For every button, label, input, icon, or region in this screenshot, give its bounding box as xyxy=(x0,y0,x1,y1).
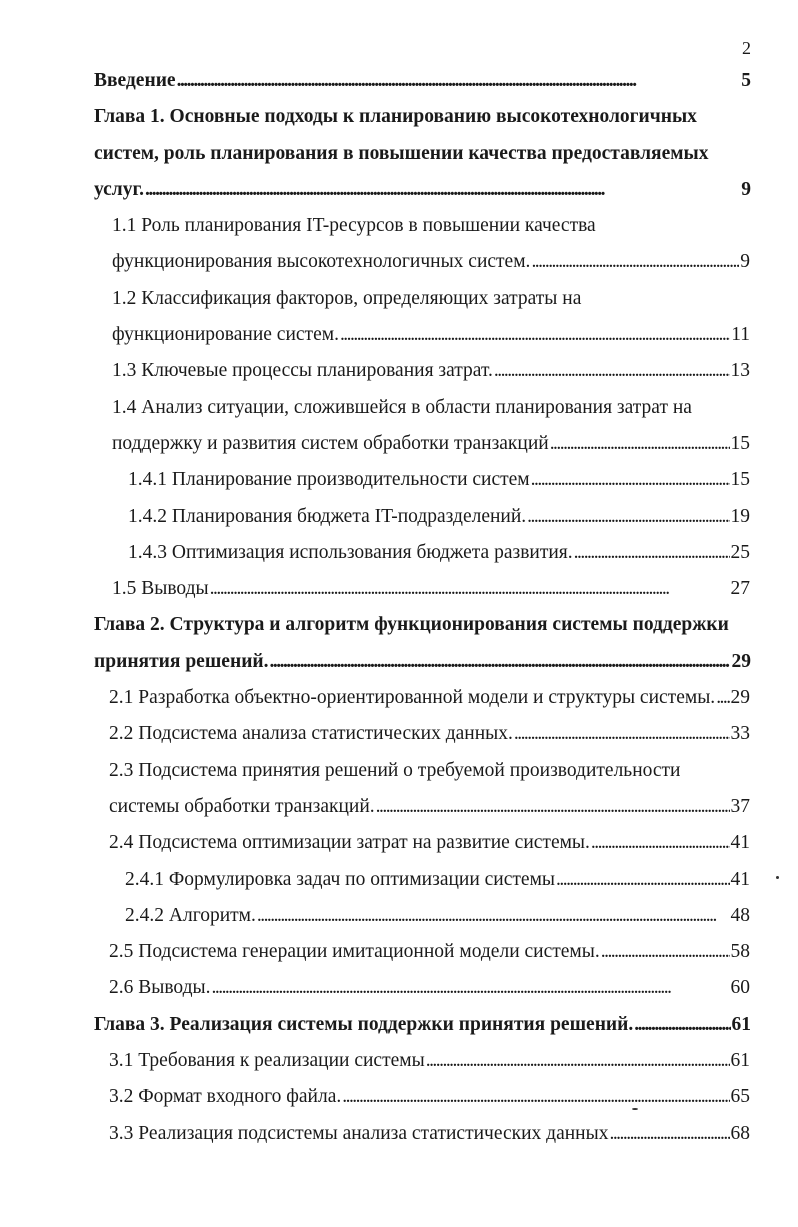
dot-leader xyxy=(531,462,730,498)
toc-entry-section-2-4[interactable] xyxy=(0,825,750,861)
toc-label: 2.2 Подсистема анализа статистических данных. xyxy=(109,723,513,745)
toc-label: системы обработки транзакций. xyxy=(109,795,375,817)
toc-label: услуг. xyxy=(94,178,145,200)
toc-label: Введение xyxy=(94,70,176,91)
toc-page: 33 xyxy=(730,723,750,745)
toc-label: 3.3 Реализация подсистемы анализа статистических данных xyxy=(109,1122,609,1144)
toc-page: 60 xyxy=(730,977,750,999)
dot-leader xyxy=(270,644,731,680)
toc-entry-section-2-6[interactable] xyxy=(0,970,750,1006)
scan-speck xyxy=(776,876,779,879)
toc-label: 2.4.1 Формулировка задач по оптимизации системы xyxy=(125,868,556,890)
toc-entry-section-2-2[interactable] xyxy=(0,716,750,752)
dot-leader xyxy=(634,1007,730,1043)
toc-page: 11 xyxy=(731,324,750,346)
toc-entry-section-3-1[interactable] xyxy=(0,1043,750,1079)
toc-page: 5 xyxy=(741,70,751,91)
toc-page: 15 xyxy=(730,469,750,491)
toc-page: 65 xyxy=(730,1086,750,1108)
toc-page: 13 xyxy=(730,360,750,382)
dot-leader xyxy=(376,789,730,825)
toc-label: 1.5 Выводы xyxy=(112,578,209,600)
toc-entry-section-3-2[interactable] xyxy=(0,1079,750,1115)
dot-leader xyxy=(514,716,730,752)
dot-leader xyxy=(177,63,741,99)
dot-leader xyxy=(494,353,730,389)
toc-label: Глава 3. Реализация системы поддержки принятия решений. xyxy=(94,1013,634,1035)
dot-leader xyxy=(212,970,730,1006)
toc-page: 61 xyxy=(731,1013,751,1035)
toc-entry-section-2-1[interactable] xyxy=(0,680,750,716)
dot-leader xyxy=(342,1079,729,1115)
toc-page: 9 xyxy=(740,251,750,273)
toc-entry-section-1-3[interactable] xyxy=(0,353,750,389)
toc-page: 58 xyxy=(730,941,750,963)
toc-label: 1.4.1 Планирование производительности систем xyxy=(128,469,530,491)
toc-label: 2.5 Подсистема генерации имитационной модели системы. xyxy=(109,941,600,963)
toc-label: 1.3 Ключевые процессы планирования затрат. xyxy=(112,360,493,382)
toc-page: 29 xyxy=(730,687,750,709)
toc-label: 3.1 Требования к реализации системы xyxy=(109,1050,425,1072)
dot-leader xyxy=(550,426,730,462)
toc-entry-section-2-4-2[interactable] xyxy=(0,898,750,934)
toc-page: 15 xyxy=(730,432,750,454)
dot-leader xyxy=(531,244,739,280)
table-of-contents xyxy=(0,63,798,1152)
toc-section-2-3-line-1[interactable]: 2.3 Подсистема принятия решений о требуемой производительности xyxy=(109,759,681,781)
toc-entry-section-2-4-1[interactable] xyxy=(0,862,750,898)
toc-entry-section-3-3[interactable] xyxy=(0,1116,750,1152)
dot-leader xyxy=(556,862,729,898)
toc-label: 2.1 Разработка объектно-ориентированной модели и структуры системы. xyxy=(109,687,716,709)
toc-page: 41 xyxy=(730,868,750,890)
dot-leader xyxy=(340,317,730,353)
toc-label: 3.2 Формат входного файла. xyxy=(109,1086,342,1108)
toc-label: функционирования высокотехнологичных систем. xyxy=(112,251,531,273)
dot-leader xyxy=(716,680,729,716)
toc-page: 37 xyxy=(730,795,750,817)
toc-section-1-4-line-1[interactable]: 1.4 Анализ ситуации, сложившейся в области планирования затрат на xyxy=(112,396,692,418)
toc-label: 1.4.2 Планирования бюджета IT-подразделений. xyxy=(128,505,527,527)
toc-page: 29 xyxy=(731,650,751,672)
toc-section-1-1-line-1[interactable]: 1.1 Роль планирования IT-ресурсов в повышении качества xyxy=(112,215,596,237)
toc-chapter-2-line-1[interactable]: Глава 2. Структура и алгоритм функционирования системы поддержки xyxy=(94,614,729,636)
toc-chapter-1-line-1[interactable]: Глава 1. Основные подходы к планированию высокотехнологичных xyxy=(94,106,697,128)
toc-page: 48 xyxy=(730,904,750,926)
toc-label: 2.4 Подсистема оптимизации затрат на развитие системы. xyxy=(109,832,590,854)
toc-page: 25 xyxy=(730,541,750,563)
toc-page: 61 xyxy=(730,1050,750,1072)
toc-entry-chapter-3[interactable] xyxy=(0,1007,751,1043)
toc-page: 68 xyxy=(730,1122,750,1144)
dot-leader xyxy=(574,535,730,571)
toc-entry-chapter-1[interactable] xyxy=(0,172,751,208)
toc-label: функционирование систем. xyxy=(112,324,339,346)
toc-entry-intro[interactable] xyxy=(0,63,751,99)
dot-leader xyxy=(210,571,730,607)
toc-label: поддержку и развития систем обработки транзакций xyxy=(112,432,549,454)
toc-label: 1.4.3 Оптимизация использования бюджета развития. xyxy=(128,541,573,563)
toc-page: 41 xyxy=(730,832,750,854)
scan-speck xyxy=(632,1108,638,1110)
toc-entry-section-2-5[interactable] xyxy=(0,934,750,970)
toc-label: принятия решений. xyxy=(94,650,269,672)
toc-entry-section-1-2[interactable] xyxy=(0,317,750,353)
toc-label: 2.4.2 Алгоритм. xyxy=(125,904,256,926)
dot-leader xyxy=(527,499,729,535)
toc-entry-section-1-4-3[interactable] xyxy=(0,535,750,571)
toc-entry-chapter-2[interactable] xyxy=(0,644,751,680)
page-number: 2 xyxy=(742,38,751,58)
toc-entry-section-1-4-2[interactable] xyxy=(0,499,750,535)
toc-page: 9 xyxy=(741,178,751,200)
toc-entry-section-1-1[interactable] xyxy=(0,244,750,280)
toc-entry-section-1-4-1[interactable] xyxy=(0,462,750,498)
dot-leader xyxy=(145,172,740,208)
dot-leader xyxy=(426,1043,730,1079)
dot-leader xyxy=(257,898,730,934)
toc-section-1-2-line-1[interactable]: 1.2 Классификация факторов, определяющих затраты на xyxy=(112,287,582,309)
toc-page: 27 xyxy=(730,578,750,600)
toc-entry-section-1-5[interactable] xyxy=(0,571,750,607)
toc-entry-section-2-3[interactable] xyxy=(0,789,750,825)
dot-leader xyxy=(601,934,730,970)
toc-label: 2.6 Выводы. xyxy=(109,977,211,999)
dot-leader xyxy=(609,1116,729,1152)
toc-chapter-1-line-2[interactable]: систем, роль планирования в повышении качества предоставляемых xyxy=(94,142,709,164)
dot-leader xyxy=(591,825,730,861)
toc-entry-section-1-4[interactable] xyxy=(0,426,750,462)
toc-page: 19 xyxy=(730,505,750,527)
